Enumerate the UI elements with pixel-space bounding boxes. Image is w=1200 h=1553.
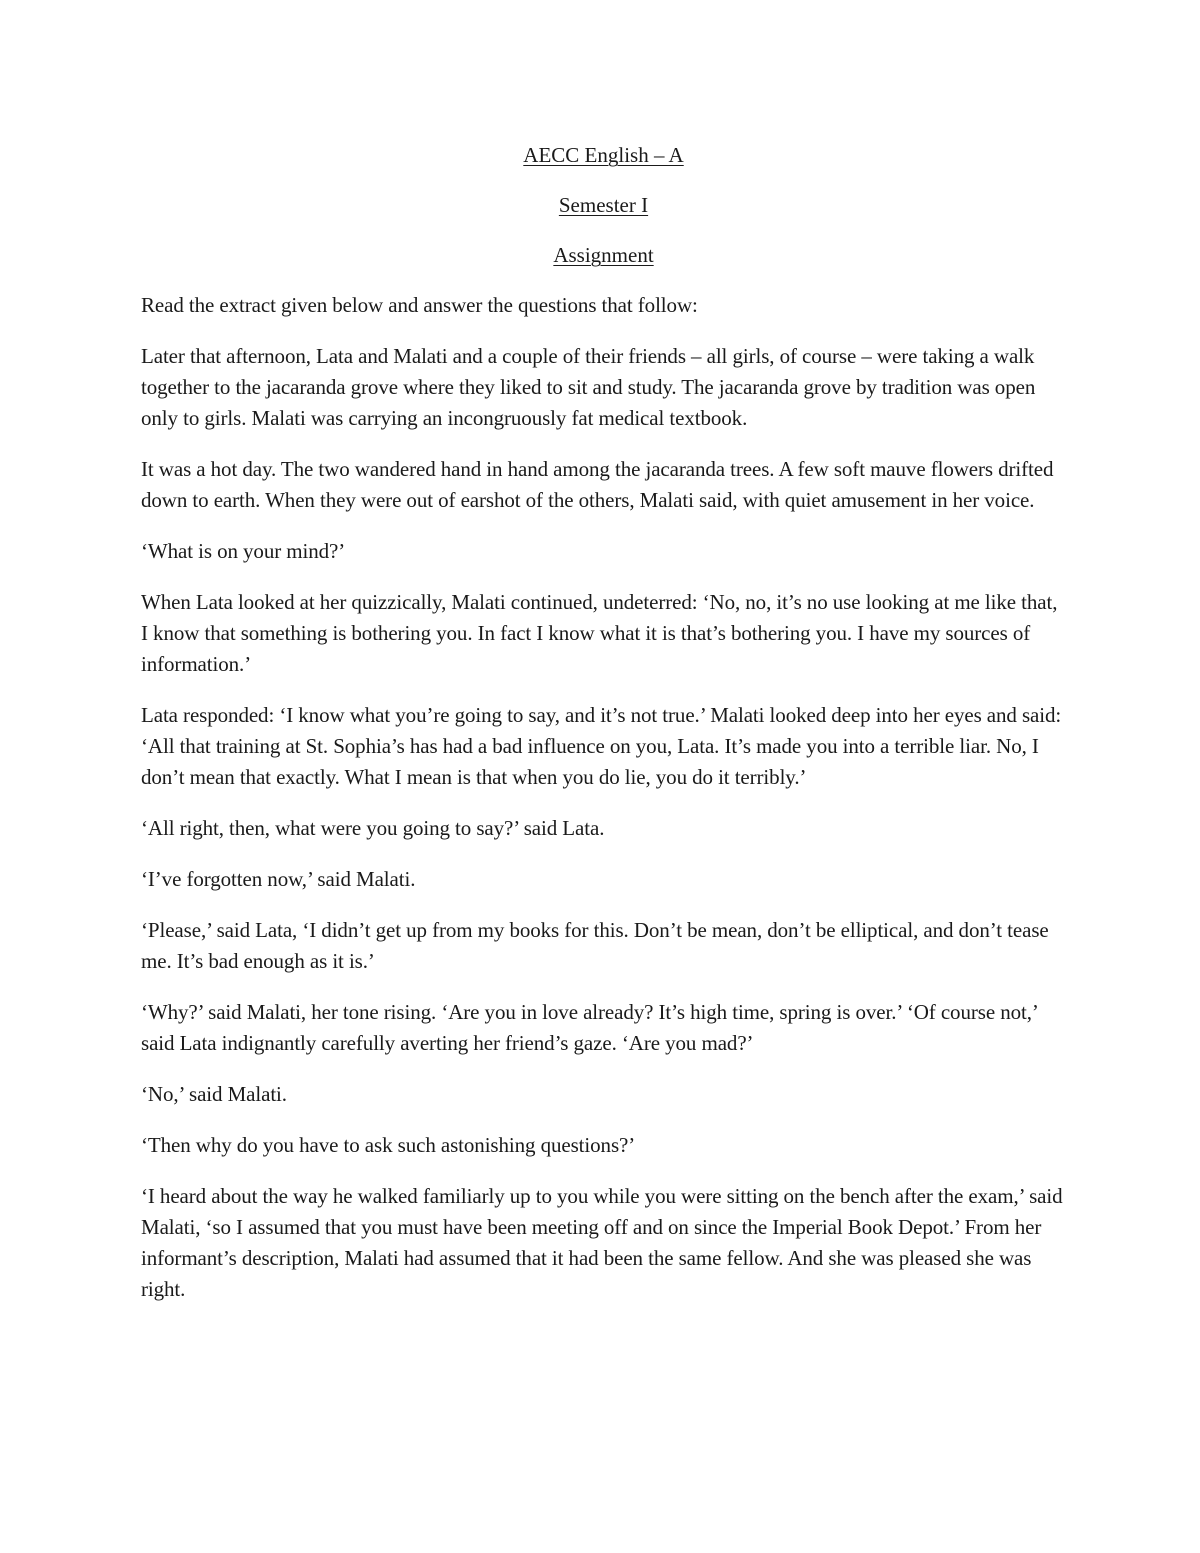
paragraph: It was a hot day. The two wandered hand in hand among the jacaranda trees. A few soft mauve flowers drifted down to earth. When they were out of earshot of the others, Malati said, with quiet amusement in her voice. [141,457,1054,512]
paragraph: ‘No,’ said Malati. [141,1082,287,1106]
paragraph: Later that afternoon, Lata and Malati and a couple of their friends – all girls, of course – were taking a walk together to the jacaranda grove where they liked to sit and study. The jacaranda grove by tradition was open only to girls. Malati was carrying an incongruously fat medical textbook. [141,344,1036,430]
paragraph: ‘Then why do you have to ask such astonishing questions?’ [141,1133,636,1157]
paragraph: Lata responded: ‘I know what you’re going to say, and it’s not true.’ Malati looked deep into her eyes and said: ‘All that training at St. Sophia’s has had a bad influence on you, Lata. It’s made you into a terrible liar. No, I don’t mean that exactly. What I mean is that when you do lie, you do it terribly.’ [141,703,1062,789]
semester-title [141,190,1066,221]
paragraph: ‘Please,’ said Lata, ‘I didn’t get up from my books for this. Don’t be mean, don’t be elliptical, and don’t tease me. It’s bad enough as it is.’ [141,918,1049,973]
assignment-title-text: Assignment [553,243,654,267]
course-title [141,140,1066,171]
paragraph: ‘Why?’ said Malati, her tone rising. ‘Are you in love already? It’s high time, spring is over.’ ‘Of course not,’ said Lata indignantly carefully averting her friend’s gaze. ‘Are you mad?’ [141,1000,1038,1055]
paragraph: ‘All right, then, what were you going to say?’ said Lata. [141,816,605,840]
instruction-text: Read the extract given below and answer the questions that follow: [141,293,698,317]
course-title-text: AECC English – A [523,143,684,167]
paragraph: ‘I’ve forgotten now,’ said Malati. [141,867,416,891]
paragraph: When Lata looked at her quizzically, Malati continued, undeterred: ‘No, no, it’s no use looking at me like that, I know that something is bothering you. In fact I know what it is that’s bothering you. I have my sources of information.’ [141,590,1058,676]
assignment-title [141,240,1066,271]
paragraph: ‘I heard about the way he walked familiarly up to you while you were sitting on the bench after the exam,’ said Malati, ‘so I assumed that you must have been meeting off and on since the Imperial Book Depot.’ From her informant’s description, Malati had assumed that it had been the same fellow. And she was pleased she was right. [141,1184,1063,1301]
document-page [141,140,1066,1325]
semester-title-text: Semester I [558,193,649,217]
paragraph: ‘What is on your mind?’ [141,539,346,563]
